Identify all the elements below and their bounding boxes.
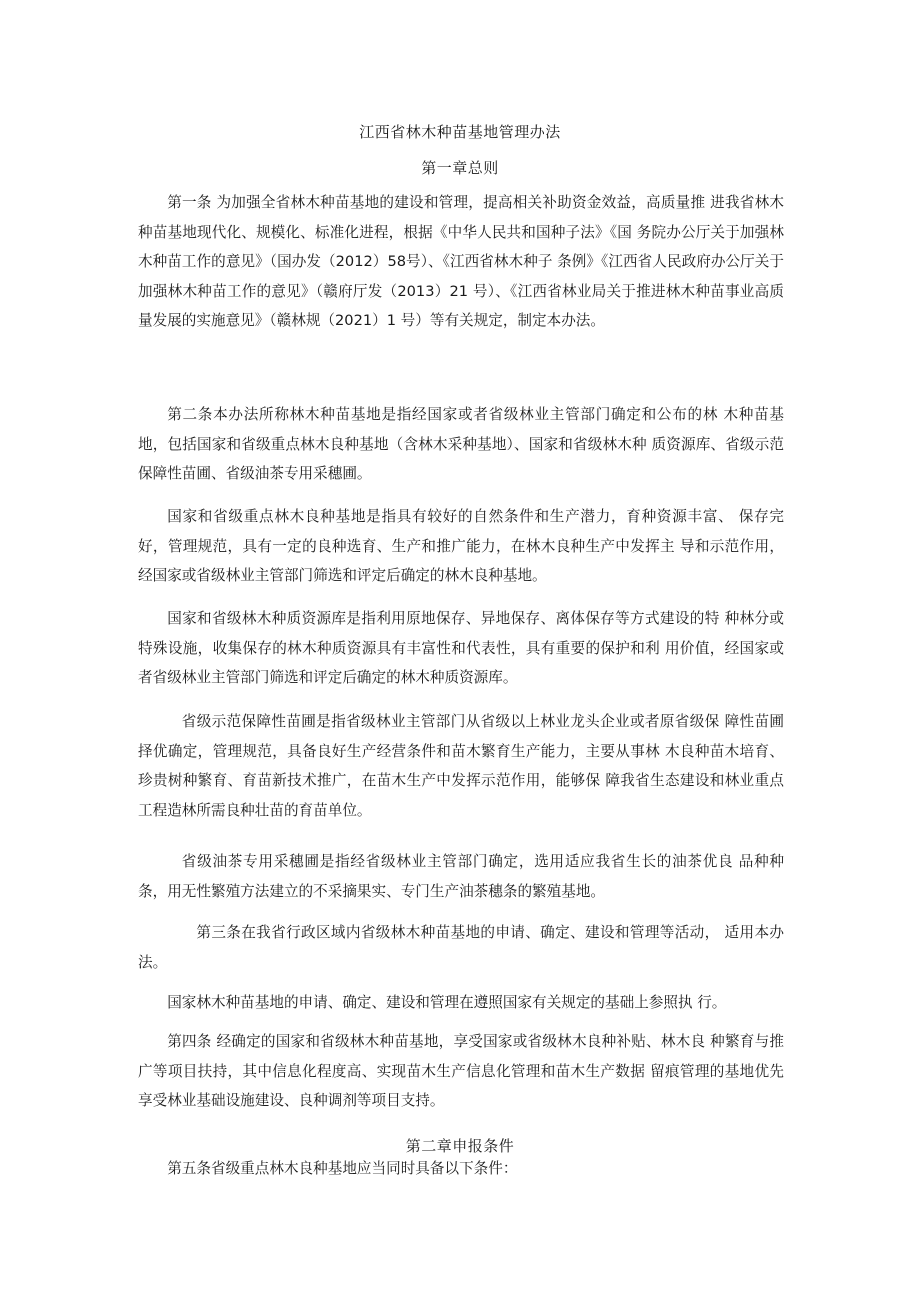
national-base-reference-paragraph: 国家林木种苗基地的申请、确定、建设和管理在遵照国家有关规定的基础上参照执 行。 <box>167 994 727 1011</box>
chapter-2-heading: 第二章申报条件 <box>405 1137 515 1155</box>
article-5-paragraph: 第五条省级重点林木良种基地应当同时具备以下条件： <box>167 1160 518 1177</box>
article-2-paragraph: 第二条本办法所称林木种苗基地是指经国家或者省级林业主管部门确定和公布的林 木种苗基地，包括国家和省级重点林木良种基地（含林木采种基地）、国家和省级林木种 质资源库、省级示范保障性苗圃、省级油茶专用采穗圃。 <box>138 406 784 482</box>
camellia-orchard-definition-paragraph: 省级油茶专用采穗圃是指经省级林业主管部门确定，选用适应我省生长的油茶优良 品种种条，用无性繁殖方法建立的不采摘果实、专门生产油茶穗条的繁殖基地。 <box>138 853 784 900</box>
article-4-paragraph: 第四条 经确定的国家和省级林木种苗基地，享受国家或省级林木良种补贴、林木良 种繁育与推广等项目扶持，其中信息化程度高、实现苗木生产信息化管理和苗木生产数据 留痕管理的基地优先享受林业基础设施建设、良种调剂等项目支持。 <box>138 1033 784 1109</box>
seed-base-definition-paragraph: 国家和省级重点林木良种基地是指具有较好的自然条件和生产潜力，育种资源丰富、 保存完好，管理规范，具有一定的良种选育、生产和推广能力，在林木良种生产中发挥主 导和示范作用，经国家或省级林业主管部门筛选和评定后确定的林木良种基地。 <box>138 508 784 584</box>
document-title: 江西省林木种苗基地管理办法 <box>359 123 561 141</box>
article-3-paragraph: 第三条在我省行政区域内省级林木种苗基地的申请、确定、建设和管理等活动， 适用本办法。 <box>138 924 784 971</box>
germplasm-bank-definition-paragraph: 国家和省级林木种质资源库是指利用原地保存、异地保存、离体保存等方式建设的特 种林分或特殊设施，收集保存的林木种质资源具有丰富性和代表性，具有重要的保护和利 用价值，经国家或者省级林业主管部门筛选和评定后确定的林木种质资源库。 <box>138 610 784 686</box>
article-1-paragraph: 第一条 为加强全省林木种苗基地的建设和管理，提高相关补助资金效益，高质量推 进我省林木种苗基地现代化、规模化、标准化进程，根据《中华人民共和国种子法》《国 务院办公厅关于加强林木种苗工作的意见》（国办发（2012）58号）、《江西省林木种子 条例》《江西省人民政府办公厅关于加强林木种苗工作的意见》（赣府厅发（2013）21 号）、《江西省林业局关于推进林木种苗事业高质量发展的实施意见》（赣林规（2021）1 号）等有关规定，制定本办法。 <box>138 194 784 329</box>
chapter-1-heading: 第一章总则 <box>421 159 499 177</box>
nursery-definition-paragraph: 省级示范保障性苗圃是指省级林业主管部门从省级以上林业龙头企业或者原省级保 障性苗圃择优确定，管理规范，具备良好生产经营条件和苗木繁育生产能力，主要从事林 木良种苗木培育、珍贵树种繁育、育苗新技术推广，在苗木生产中发挥示范作用，能够保 障我省生态建设和林业重点工程造林所需良种壮苗的育苗单位。 <box>138 713 784 819</box>
